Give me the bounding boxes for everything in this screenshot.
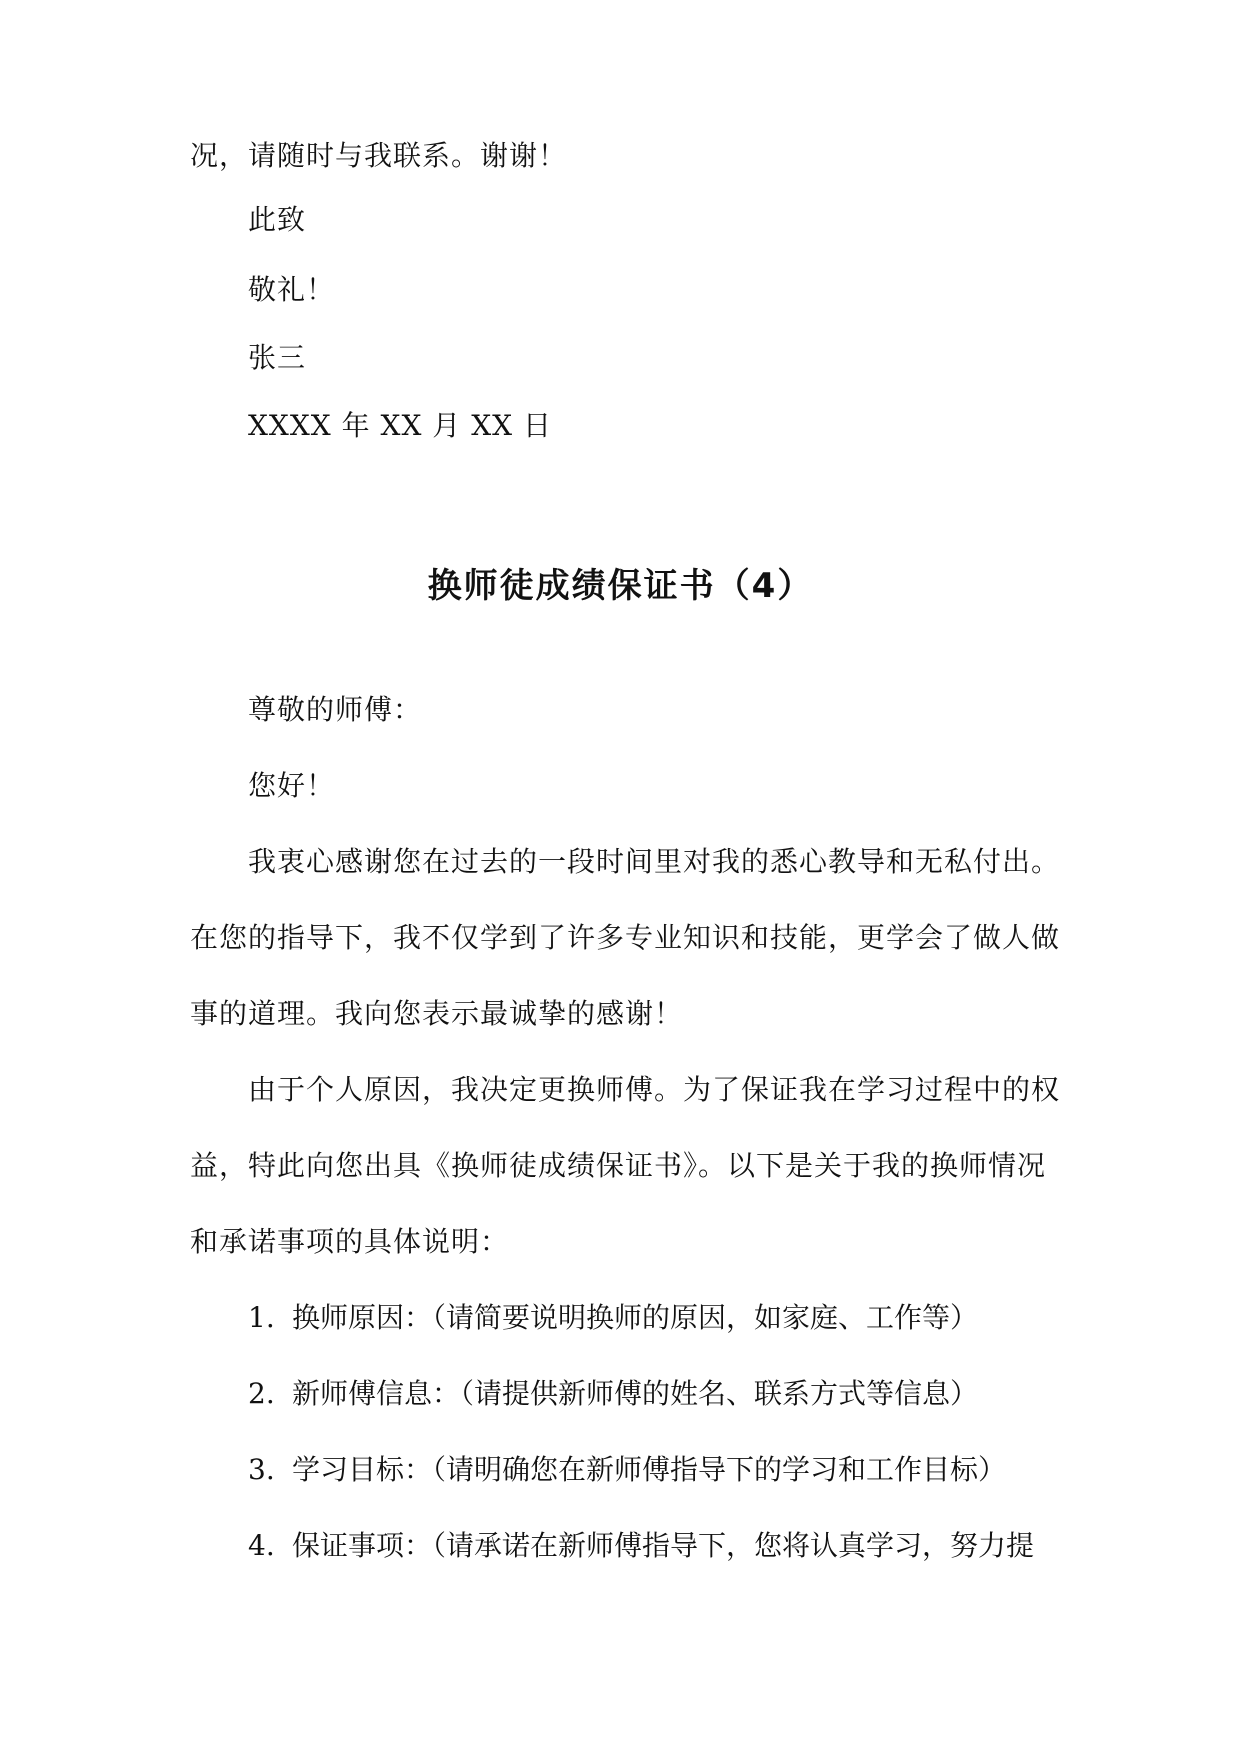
greeting: 尊敬的师傅： [248, 693, 423, 726]
date-line: XXXX 年 XX 月 XX 日 [248, 409, 552, 442]
list-item-text: 保证事项：（请承诺在新师傅指导下，您将认真学习，努力提 [292, 1529, 1035, 1562]
salutation-line-1: 此致 [248, 203, 307, 236]
paragraph-1-line-1: 我衷心感谢您在过去的一段时间里对我的悉心教导和无私付出。 [248, 845, 1061, 878]
closing-line: 况，请随时与我联系。谢谢！ [190, 139, 568, 172]
hello-line: 您好！ [248, 769, 336, 802]
list-item-number: 2. [248, 1377, 275, 1410]
list-item-number: 4. [248, 1529, 275, 1562]
list-item-text: 新师傅信息：（请提供新师傅的姓名、联系方式等信息） [292, 1377, 979, 1410]
paragraph-2-line-1: 由于个人原因，我决定更换师傅。为了保证我在学习过程中的权 [248, 1073, 1061, 1106]
paragraph-2-line-3: 和承诺事项的具体说明： [190, 1225, 510, 1258]
list-item [248, 1450, 1006, 1490]
signature: 张三 [248, 341, 307, 374]
document-title: 换师徒成绩保证书（4） [427, 566, 814, 606]
list-item-text: 换师原因：（请简要说明换师的原因，如家庭、工作等） [292, 1301, 979, 1334]
paragraph-1-line-2: 在您的指导下，我不仅学到了许多专业知识和技能，更学会了做人做 [190, 921, 1061, 954]
list-item-number: 1. [248, 1301, 275, 1334]
list-item-text: 学习目标：（请明确您在新师傅指导下的学习和工作目标） [292, 1453, 1007, 1486]
salutation-line-2: 敬礼！ [248, 273, 336, 306]
list-item-number: 3. [248, 1453, 275, 1486]
paragraph-2-line-2: 益，特此向您出具《换师徒成绩保证书》。以下是关于我的换师情况 [190, 1149, 1047, 1182]
list-item [248, 1374, 978, 1414]
list-item [248, 1298, 978, 1338]
list-item [248, 1526, 1034, 1566]
paragraph-1-line-3: 事的道理。我向您表示最诚挚的感谢！ [190, 997, 684, 1030]
